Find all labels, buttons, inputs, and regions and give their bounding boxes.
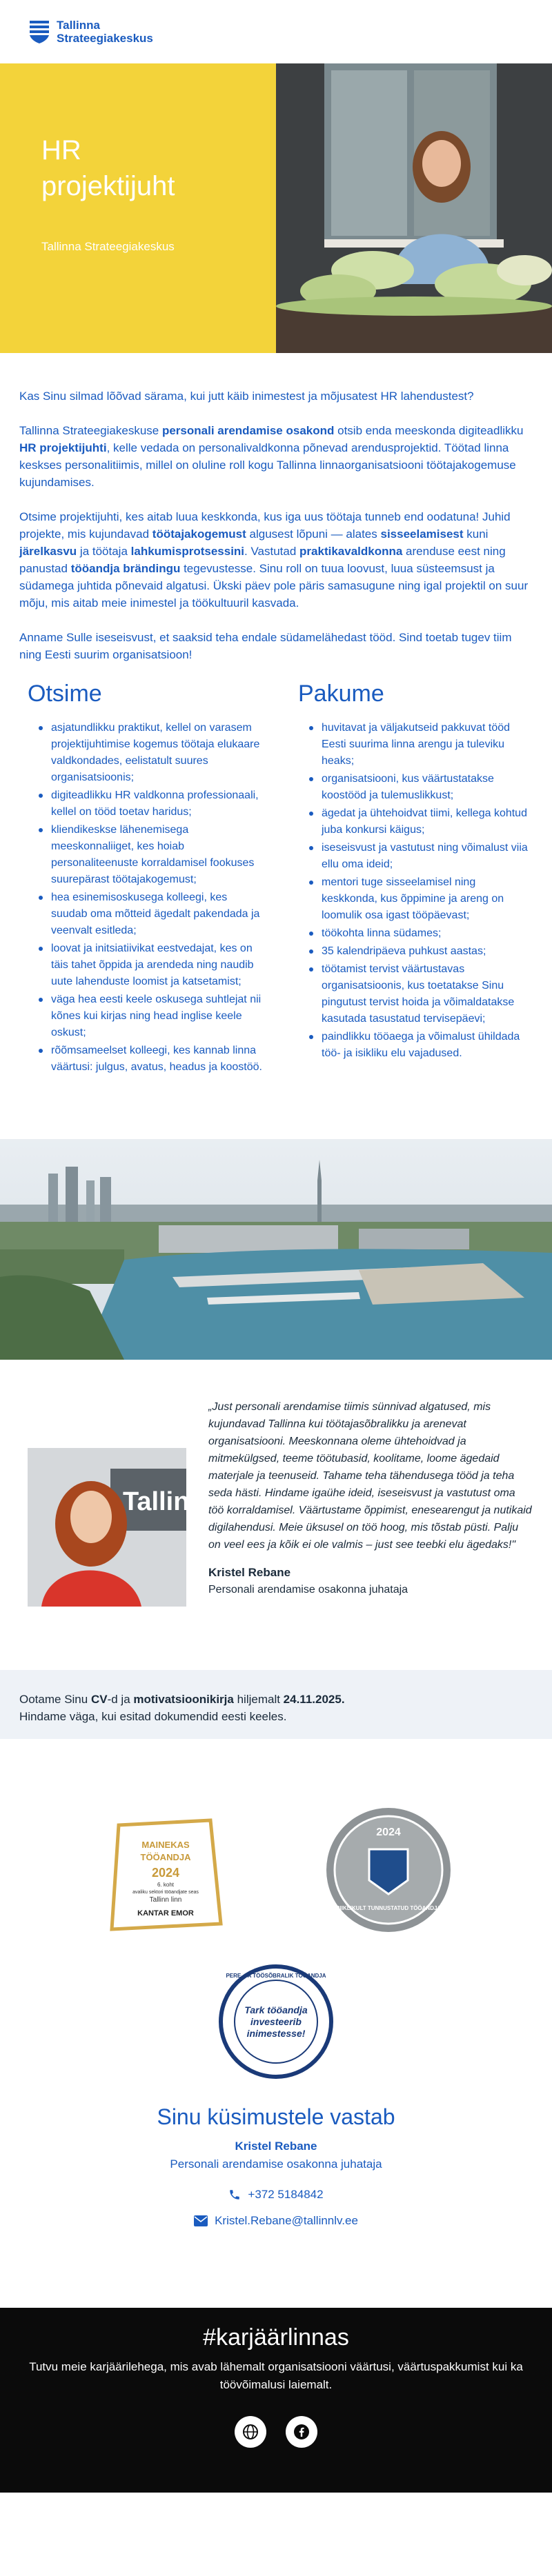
offer-item: ägedat ja ühtehoidvat tiimi, kellega kohtud juba konkursi käigus; — [305, 805, 533, 838]
hero-photo-illustration — [276, 63, 552, 353]
badge3-ring: PERE- JA TÖÖSÕBRALIK TÖÖANDJA — [226, 1973, 326, 1979]
intro-p2-i: . Vastutad — [244, 545, 300, 558]
intro-p1-a: Tallinna Strateegiakeskuse — [19, 424, 162, 437]
phone-icon — [228, 2188, 241, 2201]
badge3-line1: Tark tööandja — [244, 2004, 308, 2015]
intro-p2-f: järelkasvu — [19, 545, 77, 558]
intro-p2-a: Otsime projektijuhti, kes aitab luua keskkonda, kus iga uus töötaja tunneb end oodatuna! Juhid projekte, mis kujundavad — [19, 510, 511, 541]
badge2-year: 2024 — [376, 1827, 401, 1838]
job-title — [41, 132, 248, 204]
contact-email-row[interactable] — [0, 2214, 552, 2228]
quote-author-name: Kristel Rebane — [208, 1566, 291, 1579]
intro-p1-b: personali arendamise osakond — [161, 424, 335, 437]
recognized-employer-badge — [326, 1808, 451, 1932]
logo-text — [57, 19, 153, 45]
deadline-c: -d ja — [107, 1693, 134, 1706]
contact-phone-row[interactable] — [0, 2188, 552, 2202]
badge1-line2: TÖÖANDJA — [140, 1852, 191, 1862]
seeking-item: väga hea eesti keele oskusega suhtlejat nii kõnes kui kirjas ning head inglise keele oskust; — [34, 992, 262, 1041]
tallinn-shield-icon — [28, 18, 51, 46]
website-link[interactable] — [235, 2416, 266, 2448]
social-links — [0, 2416, 552, 2448]
footer — [0, 2308, 552, 2493]
envelope-icon — [194, 2215, 208, 2226]
intro — [0, 353, 552, 663]
logo[interactable] — [28, 18, 153, 46]
contact-phone[interactable]: +372 5184842 — [248, 2188, 324, 2201]
intro-paragraph-1 — [19, 422, 533, 491]
family-friendly-employer-badge — [221, 1966, 331, 2077]
badge1-small2: avaliku sektori tööandjate seas — [132, 1890, 199, 1895]
seeking-list — [19, 720, 262, 1076]
seeking-item: rõõmsameelset kolleegi, kes kannab linna väärtusi: julgus, avatus, headus ja koostöö. — [34, 1043, 262, 1076]
seeking-column — [19, 681, 262, 1077]
deadline-cv: CV — [90, 1693, 108, 1706]
intro-paragraph-2 — [19, 508, 533, 612]
seeking-item: hea esinemisoskusega kolleegi, kes suudab oma mõtteid ägedalt pakendada ja veenvalt esitleda; — [34, 889, 262, 939]
hero-text-panel — [0, 63, 276, 353]
contact — [0, 2097, 552, 2308]
city-panorama-illustration — [0, 1139, 552, 1360]
offer-item: töökohta linna südames; — [305, 925, 533, 942]
testimonial — [0, 1360, 552, 1670]
intro-p1-d: HR projektijuhti — [19, 441, 107, 454]
badge3-line3: inimestesse! — [246, 2028, 306, 2039]
footer-text: Tutvu meie karjäärilehega, mis avab lähemalt organisatsiooni väärtusi, väärtuspakkumist kui ka töövõimalusi laiemalt. — [29, 2360, 523, 2391]
intro-p2-c: algusest lõpuni — alates — [246, 527, 381, 541]
globe-icon — [242, 2424, 259, 2440]
deadline-date: 24.11.2025. — [283, 1693, 345, 1706]
intro-p2-e: kuni — [463, 527, 489, 541]
facebook-link[interactable] — [286, 2416, 317, 2448]
testimonial-portrait — [28, 1448, 206, 1607]
offer-item: organisatsiooni, kus väärtustatakse koostööd ja tulemuslikkust; — [305, 771, 533, 804]
deadline-motivation: motivatsioonikirja — [133, 1693, 234, 1706]
contact-role: Personali arendamise osakonna juhataja — [170, 2157, 382, 2171]
offer-item: mentori tuge sisseelamisel ning keskkonda, kus õppimine ja areng on loomulik osa igast tööpäevast; — [305, 874, 533, 924]
spacer — [0, 1077, 552, 1139]
deadline-e: hiljemalt — [233, 1693, 284, 1706]
intro-p2-b: töötajakogemust — [152, 527, 246, 541]
badge1-brand: KANTAR EMOR — [137, 1909, 194, 1918]
hero — [0, 63, 552, 353]
deadline-line-1 — [19, 1691, 533, 1708]
seeking-item: kliendikeskse lähenemisega meeskonnaliiget, kes hoiab personaliteenuste korraldamisel fookuses suurepärast töötajakogemust; — [34, 822, 262, 888]
badges-illustration — [0, 1739, 552, 2097]
quote-author-role: Personali arendamise osakonna juhataja — [208, 1584, 408, 1596]
offer-item: 35 kalendripäeva puhkust aastas; — [305, 943, 533, 960]
badge2-text: RIIKLIKULT TUNNUSTATUD TÖÖANDJA — [335, 1905, 442, 1911]
employer-badges — [0, 1739, 552, 2097]
offer-item: paindlikku tööaega ja võimalust ühildada töö- ja isikliku elu vajadused. — [305, 1029, 533, 1062]
intro-p2-d: sisseelamisest — [380, 527, 464, 541]
header — [0, 0, 552, 63]
deadline-a: Ootame Sinu — [19, 1693, 91, 1706]
intro-paragraph-3: Anname Sulle iseseisvust, et saaksid teha endale südamelähedast tööd. Sind toetab tugev tiim ning Eesti suurim organisatsioon! — [19, 631, 512, 661]
badge1-small3: Tallinn linn — [149, 1896, 182, 1904]
contact-email[interactable]: Kristel.Rebane@tallinnlv.ee — [215, 2214, 358, 2227]
intro-p2-h: lahkumisprotsessini — [130, 545, 245, 558]
application-deadline — [0, 1670, 552, 1739]
intro-p1-e: , kelle vedada on personalivaldkonna põnevad arendusprojektid. Töötad linna keskses personalitiimis, millel on oluline roll kogu Tallinna linnaorganisatsiooni töötajakogemuse kujundamises. — [19, 441, 516, 489]
badge1-line1: MAINEKAS — [141, 1840, 190, 1850]
badge3-line2: investeerib — [250, 2016, 302, 2027]
offer-item: huvitavat ja väljakutseid pakkuvat tööd Eesti suurima linna arengu ja tuleviku heaks; — [305, 720, 533, 769]
quote-text: „Just personali arendamise tiimis sünnivad algatused, mis kujundavad Tallinna kui töötajasõbralikku ja arenevat organisatsiooni. Meeskonnana oleme ühtehoidvad ja mitmekülgsed, teeme töötubasid, koolitame, loome ägedaid materjale ja teenuseid. Tahame teha tähendusega tööd ja teha seda hästi. Hindame igaühe ideid, iseseisvust ja vastutust oma töö korraldamisel. Väärtustame õppimist, enesearengut ja nutikaid digilahendusi. Meie üksusel on töö hoog, mis tõstab püsti. Palju on veel ees ja kõik ei ole valmis – just see teebki elu ägedaks!" — [208, 1401, 532, 1551]
city-panorama-photo — [0, 1139, 552, 1360]
intro-p2-l: tööandja brändingu — [70, 562, 181, 575]
badge1-small1: 6. koht — [157, 1882, 175, 1888]
offer-item: iseseisvust ja vastutust ning võimalust viia ellu oma ideid; — [305, 840, 533, 873]
badge1-year: 2024 — [151, 1866, 180, 1880]
offer-column — [290, 681, 533, 1077]
requirements-and-offer — [0, 681, 552, 1077]
facebook-icon — [293, 2424, 310, 2440]
intro-lead: Kas Sinu silmad lõõvad särama, kui jutt käib inimestest ja mõjusatest HR lahendustest? — [19, 390, 474, 403]
logo-line-2: Strateegiakeskus — [57, 32, 153, 45]
seeking-item: loovat ja initsiatiivikat eestvedajat, kes on täis tahet õppida ja arendeda ning naudib uute lahenduste loomist ja katsetamist; — [34, 940, 262, 990]
quote-body — [208, 1398, 533, 1670]
seeking-item: digiteadlikku HR valdkonna professionaali, kellel on tööd toetav haridus; — [34, 787, 262, 821]
logo-line-1: Tallinna — [57, 19, 100, 32]
deadline-line-2: Hindame väga, kui esitad dokumendid eesti keeles. — [19, 1710, 287, 1723]
contact-title: Sinu küsimustele vastab — [157, 2104, 395, 2129]
footer-hashtag: #karjäärlinnas — [203, 2324, 349, 2351]
job-title-line-2: projektijuht — [41, 171, 175, 201]
intro-p2-g: ja töötaja — [77, 545, 131, 558]
intro-p1-c: otsib enda meeskonda digiteadlikku — [334, 424, 524, 437]
portrait-illustration — [28, 1448, 206, 1607]
intro-p2-m: tegevustesse. Sinu roll on tuua loovust, luua süsteemsust ja südamega juhtida põnevaid algatusi. Ükski päev pole päris samasugune ning igal projektil on suur mõju, mis aitab meie inimestel ja töökultuuril kasvada. — [19, 562, 529, 610]
seeking-title: Otsime — [28, 681, 102, 707]
intro-p2-j: praktikavaldkonna — [299, 545, 403, 558]
portrait-wall-text: Tallinn — [123, 1487, 206, 1516]
contact-name: Kristel Rebane — [235, 2140, 317, 2153]
mainekas-tooandja-badge — [112, 1820, 221, 1929]
offer-item: töötamist tervist väärtustavas organisatsioonis, kus toetatakse Sinu pingutust tervist hoida ja võimaldatakse kasutada tasustatud tervisepäevi; — [305, 961, 533, 1027]
offer-list — [290, 720, 533, 1062]
intro-p2-k: arenduse eest ning panustad — [19, 545, 506, 575]
offer-title: Pakume — [298, 681, 384, 707]
employer-name: Tallinna Strateegiakeskus — [41, 240, 175, 253]
hero-photo — [276, 63, 552, 353]
seeking-item: asjatundlikku praktikut, kellel on varasem projektijuhtimise kogemus töötaja elukaare valdkondades, eelistatult suures organisatsioonis; — [34, 720, 262, 786]
job-title-line-1: HR — [41, 135, 81, 165]
